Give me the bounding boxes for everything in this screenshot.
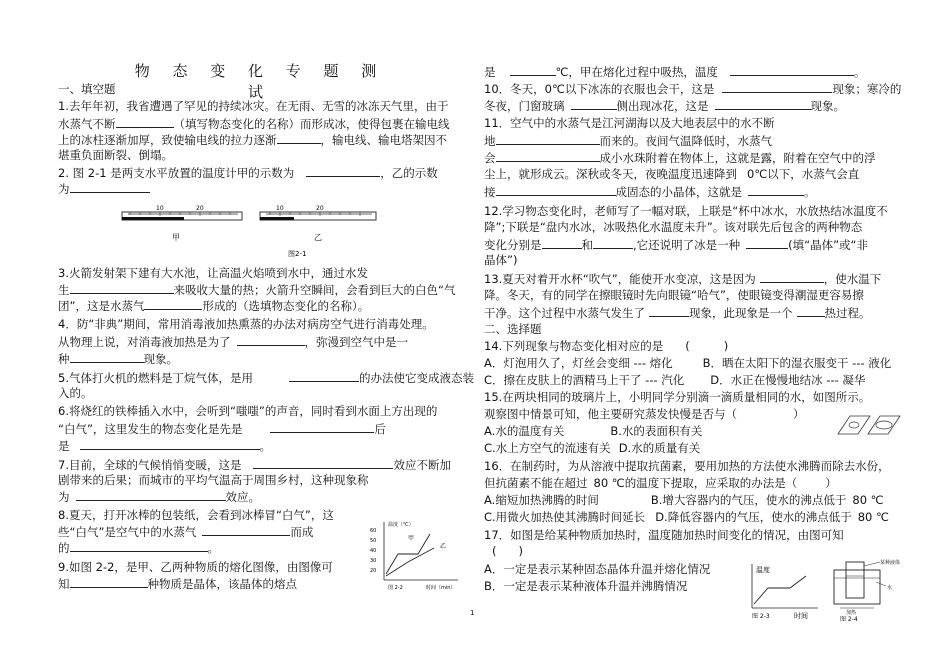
- option-b[interactable]: B.水的表面积有关: [610, 424, 703, 438]
- answer-blank[interactable]: [202, 524, 290, 536]
- option-b[interactable]: B.增大容器内的气压，使水的沸点低于: [650, 493, 847, 507]
- question-12-line-1: 12.学习物态变化时，老师写了一幅对联，上联是“杯中冰水，水放热结冰温度不: [484, 204, 888, 218]
- figure-caption: 图2-1: [288, 250, 307, 258]
- tick-label: 20: [316, 205, 324, 212]
- option-a[interactable]: A.缩短加热沸腾的时间: [484, 493, 599, 507]
- answer-blank[interactable]: [571, 98, 617, 110]
- answer-blank[interactable]: [542, 237, 582, 249]
- question-6-line-3: 是 。: [58, 439, 271, 453]
- question-8-line-2: 些“白气”是空气中的水蒸气 而成: [58, 525, 314, 539]
- question-13-line-1: 13.夏天对着开水杯“吹气”，能使开水变凉，这是因为 ，使水温下: [484, 272, 882, 286]
- answer-blank[interactable]: [746, 237, 788, 249]
- question-15-line-1: 15.在两块相同的玻璃片上，小明同学分别滴一滴质量相同的水，如图所示。: [484, 390, 871, 404]
- question-3-line-2: 生 来吸收大量的热；火箭升空瞬间，会看到巨大的白色“气: [58, 283, 456, 297]
- question-17-line-2: ( ): [492, 544, 523, 558]
- figure-2-3-graph: [746, 560, 826, 622]
- glass-plates-figure: [836, 408, 902, 442]
- option-c[interactable]: C.用微火加热使其沸腾时间延长: [484, 510, 646, 524]
- thermometer-jia: [122, 205, 242, 242]
- section-heading-fill-in: 一、填空题: [58, 82, 116, 96]
- water-drop: [849, 422, 859, 428]
- question-16-line-1: 16．在制药时，为从溶液中提取抗菌素，要用加热的方法使水沸腾而除去水份，: [484, 459, 890, 473]
- curve-label-yi: 乙: [440, 543, 447, 550]
- question-10-line-1: 10．冬天，0℃以下冰冻的衣服也会干，这是 现象；寒冷的: [484, 82, 902, 96]
- y-axis-label: 温度（℃）: [388, 522, 414, 528]
- question-14-stem: 14.下列现象与物态变化相对应的是 ( ): [484, 339, 729, 353]
- question-16-options-row-2: C.用微火加热使其沸腾时间延长 D.降低容器内的气压，使水的沸点低于 80 ℃: [484, 510, 889, 524]
- tick-label: 10: [276, 205, 284, 212]
- section-heading-choice: 二、选择题: [484, 322, 542, 336]
- thermometer-label-yi: 乙: [314, 233, 322, 242]
- answer-blank[interactable]: [496, 184, 616, 196]
- option-d[interactable]: D．水正在慢慢地结冰 --- 凝华: [710, 373, 866, 387]
- tick-label: 30: [370, 558, 377, 564]
- answer-blank[interactable]: [797, 305, 825, 317]
- question-7-line-2: 剧带来的后果；而城市的平均气温高于周围乡村，这种现象称: [58, 473, 369, 487]
- question-11-line-2: 地 而来的。夜间气温降低时，水蒸气: [484, 134, 772, 148]
- option-a[interactable]: A.水的温度有关: [484, 424, 565, 438]
- answer-blank[interactable]: [277, 132, 321, 144]
- answer-blank[interactable]: [649, 305, 689, 317]
- question-1-line-4: 堪重负面断裂、倒塌。: [58, 148, 173, 162]
- figure-caption: 图 2-2: [388, 585, 403, 591]
- question-7-line-1: 7.目前，全球的气候悄悄变暖，这是 效应不断加: [58, 458, 451, 472]
- question-9-continued: 是 ℃，甲在熔化过程中吸热，温度 。: [484, 65, 866, 79]
- glass-plate-left: [838, 416, 870, 434]
- answer-blank[interactable]: [496, 133, 600, 145]
- answer-blank[interactable]: [722, 81, 832, 93]
- question-13-line-2: 降。冬天，有的同学在擦眼镜时先向眼镜“哈气”，使眼镜变得潮湿更容易擦: [484, 288, 864, 302]
- figure-2-2-melting-graph: [368, 518, 462, 592]
- question-12-line-2: 降”;下联是“盘内水冰，冰吸热化水温度未升”。该对联先后包含的两种物态: [484, 220, 863, 234]
- question-9-line-1: 9.如图 2-2，是甲、乙两种物质的熔化图像，由图像可: [58, 560, 333, 574]
- answer-blank[interactable]: [270, 421, 374, 433]
- page-number: 1: [470, 609, 475, 617]
- thermometer-label-jia: 甲: [172, 233, 180, 242]
- thermometer-yi: [260, 205, 376, 242]
- figure-caption: 图 2-4: [840, 616, 858, 622]
- answer-blank[interactable]: [116, 116, 174, 128]
- answer-blank[interactable]: [70, 540, 208, 552]
- tick-label: 10: [156, 205, 164, 212]
- water-drop: [876, 421, 892, 429]
- label-liquid: 某种液体: [880, 560, 901, 566]
- temperature-curve: [754, 576, 806, 604]
- figure-caption: 图 2-3: [752, 613, 770, 620]
- option-a[interactable]: A．灯泡用久了，灯丝会变细 --- 熔化: [484, 356, 673, 370]
- answer-blank[interactable]: [237, 334, 305, 346]
- question-9-line-2: 知 种物质是晶体，该晶体的熔点: [58, 577, 297, 591]
- tick-label: 40: [370, 548, 377, 554]
- answer-blank[interactable]: [70, 282, 174, 294]
- answer-blank[interactable]: [306, 165, 380, 177]
- question-12-line-3: 变化分别是 和 ,它还说明了冰是一种 (填“晶体”或“非: [484, 238, 869, 252]
- question-2-line-2: 为: [58, 181, 150, 196]
- question-5-line-1: 5.气体打火机的燃料是丁烷气体，是用 的办法使它变成液态装: [58, 371, 474, 385]
- x-axis-label: 时间（min）: [426, 585, 456, 591]
- answer-blank[interactable]: [144, 298, 202, 310]
- tick-label: 50: [370, 538, 377, 544]
- water-beaker: [834, 570, 880, 604]
- page-title: 物 态 变 化 专 题 测 试: [134, 62, 386, 101]
- question-17-option-b[interactable]: B．一定是表示某种液体升温并沸腾情况: [484, 579, 688, 593]
- option-d[interactable]: D.降低容器内的气压，使水的沸点低于: [655, 510, 852, 524]
- tick-label: 20: [370, 568, 377, 574]
- question-11-line-1: 11．空气中的水蒸气是江河湖海以及大地表层中的水不断: [484, 116, 775, 130]
- answer-blank[interactable]: [593, 237, 633, 249]
- answer-blank[interactable]: [510, 64, 556, 76]
- question-4-line-1: 4．防“非典”期间，常用消毒液加热熏蒸的办法对病房空气进行消毒处理。: [58, 317, 434, 331]
- answer-blank[interactable]: [760, 271, 824, 283]
- question-1-line-1: 1.去年年初，我省遭遇了罕见的持续冰灾。在无雨、无雪的冰冻天气里，由于: [58, 99, 449, 113]
- answer-blank[interactable]: [748, 184, 804, 196]
- question-16-options-row-1: A.缩短加热沸腾的时间 B.增大容器内的气压，使水的沸点低于 80 ℃: [484, 493, 884, 507]
- answer-blank[interactable]: [289, 370, 359, 382]
- question-17-line-1: 17．如图是给某种物质加热时，温度随加热时间变化的情况，由图可知: [484, 528, 844, 542]
- test-tube: [846, 562, 864, 598]
- question-6-line-1: 6.将烧红的铁棒插入水中，会听到“嗤嗤”的声音，同时看到水面上方出现的: [58, 404, 438, 418]
- label-heating: 加热: [846, 610, 857, 616]
- tick-label: 60: [370, 528, 377, 534]
- option-d[interactable]: D.水的质量有关: [618, 441, 701, 455]
- y-axis-label: 温度: [756, 566, 770, 574]
- answer-blank[interactable]: [253, 457, 393, 469]
- option-c[interactable]: C．擦在皮肤上的酒精马上干了 --- 汽化: [484, 373, 685, 387]
- label-water: 水: [887, 585, 893, 591]
- question-1-line-2: 水蒸气不断 （填写物态变化的名称）而形成冰，使得包裹在输电线: [58, 117, 450, 131]
- question-11-line-5: 接 成固态的小晶体，这就是 。: [484, 185, 816, 199]
- question-14-options-row-1: [484, 356, 891, 370]
- answer-blank[interactable]: [76, 489, 226, 501]
- question-5-line-2: 入的。: [58, 386, 93, 400]
- answer-blank[interactable]: [70, 576, 148, 588]
- question-13-line-3: 干净。这个过程中水蒸气发生了 现象，此现象是一个 热过程。: [484, 306, 871, 320]
- question-11-line-3: 会 成小水珠附着在物体上，这就是露，附着在空气中的浮: [484, 151, 876, 165]
- answer-blank[interactable]: [715, 98, 811, 110]
- answer-blank[interactable]: [730, 64, 854, 76]
- question-6-line-2: “白气”，这里发生的物态变化是先是 后: [58, 422, 386, 436]
- question-8-line-3: 的 。: [58, 541, 219, 555]
- answer-blank[interactable]: [496, 150, 600, 162]
- question-14-options-row-2: [484, 373, 865, 387]
- figure-2-4-apparatus: [830, 556, 902, 622]
- option-c[interactable]: C.水上方空气的流速有关: [484, 441, 611, 455]
- tick-label: 20: [196, 205, 204, 212]
- curve-label-jia: 甲: [408, 535, 415, 542]
- question-3-line-1: 3.火箭发射架下建有大水池，让高温火焰喷到水中，通过水发: [58, 266, 368, 280]
- question-8-line-1: 8.夏天，打开冰棒的包装纸，会看到冰棒冒“白气”，这: [58, 508, 334, 522]
- question-10-line-2: 冬夜，门窗玻璃 侧出现冰花，这是 现象。: [484, 99, 845, 113]
- option-b[interactable]: B．晒在太阳下的湿衣服变干 --- 液化: [702, 356, 892, 370]
- question-4-line-2: 从物理上说，对消毒液加热是为了 ，弥漫到空气中是一: [58, 335, 408, 349]
- answer-blank[interactable]: [70, 351, 144, 363]
- answer-blank[interactable]: [70, 181, 150, 193]
- question-3-line-3: 团”，这是水蒸气 形成的（选填物态变化的名称）。: [58, 299, 370, 313]
- x-axis-label: 时间: [794, 612, 808, 620]
- question-15-options-row-1: [484, 424, 702, 438]
- question-7-line-3: 为 效应。: [58, 490, 260, 504]
- question-15-options-row-2: [484, 441, 700, 455]
- question-4-line-3: 种 现象。: [58, 352, 178, 366]
- question-12-line-4: 晶体”): [484, 253, 518, 267]
- glass-plate-right: [868, 416, 900, 434]
- question-15-line-2: 观察图中情景可知，他主要研究蒸发快慢是否与（ ）: [484, 407, 805, 421]
- question-17-option-a[interactable]: A．一定是表示某种固态晶体升温并熔化情况: [484, 562, 711, 576]
- question-16-line-2: 但抗菌素不能在超过 80 ℃的温度下提取，应采取的办法是（ ）: [484, 476, 837, 490]
- question-11-line-4: 尘上，就形成云。深秋或冬天，夜晚温度迅速降到 0℃以下，水蒸气会直: [484, 167, 860, 181]
- question-2-line-1: 2. 图 2-1 是两支水平放置的温度计甲的示数为 ，乙的示数: [58, 166, 438, 180]
- question-1-line-3: 上的冰柱逐渐加厚，致使输电线的拉力逐渐 ，输电线、输电塔架因不: [58, 133, 447, 147]
- figure-2-1-thermometers: [120, 200, 380, 258]
- answer-blank[interactable]: [80, 438, 260, 450]
